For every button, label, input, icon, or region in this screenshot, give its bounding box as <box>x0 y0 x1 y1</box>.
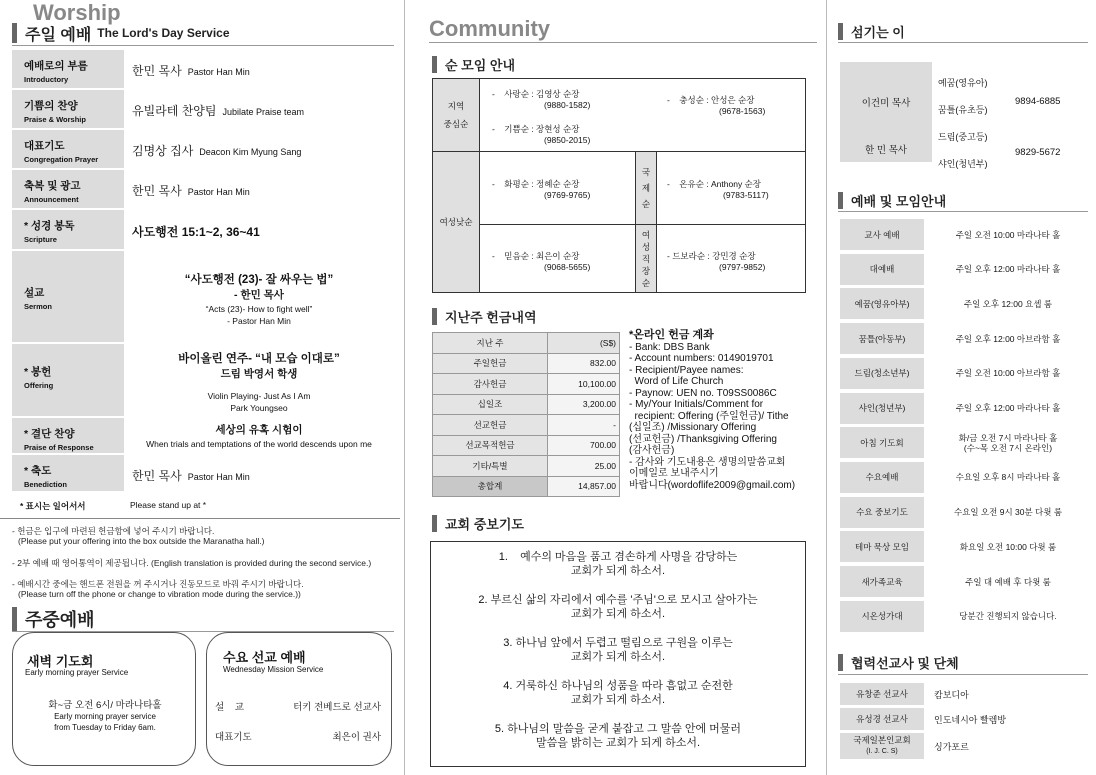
online-line: - 감사와 기도내용은 생명의말씀교회 <box>629 456 786 468</box>
online-line: 이메일로 보내주시기 <box>629 468 719 479</box>
service-row <box>840 566 1084 597</box>
group-faithful: - 충성순 : 안성은 순장 (9678-1563) <box>667 95 766 116</box>
missions-header: 협력선교사 및 단체 <box>838 652 959 672</box>
intl-label: 국 제 순 <box>635 151 657 225</box>
worship-row-label: 기쁨의 찬양 Praise & Worship <box>12 90 124 128</box>
worship-row-label: 예배로의 부름 Introductory <box>12 50 124 88</box>
dawn-en: Early morning prayer Service <box>25 668 129 677</box>
worship-row-label: * 축도 Benediction <box>12 455 124 491</box>
service-row <box>840 393 1084 424</box>
worship-row <box>12 50 394 88</box>
group-joy: - 기쁨순 : 장현성 순장 (9850-2015) <box>492 124 591 145</box>
worship-row-value: 김명상 집사 Deacon Kim Myung Sang <box>132 144 302 158</box>
offering-row: 선교헌금 - <box>433 415 620 436</box>
note-phone-en: (Please turn off the phone or change to vibration mode during the service.)) <box>18 589 301 599</box>
prayer-item: 3. 하나님 앞에서 두렵고 떨림으로 구원을 이루는 교회가 되게 하소서. <box>503 637 733 663</box>
service-row <box>840 219 1084 250</box>
mission-location: 싱가포르 <box>934 742 969 752</box>
worship-row <box>12 344 394 416</box>
service-time: 주일 오후 12:00 마라나타 홀 <box>955 403 1061 413</box>
service-row <box>840 497 1084 528</box>
column-divider <box>826 0 827 775</box>
dawn-prayer-box <box>12 632 196 766</box>
online-title: *온라인 헌금 계좌 <box>629 329 714 341</box>
service-time: 주일 오후 12:00 요셉 룸 <box>963 298 1053 309</box>
offering-row: 기타/특별 25.00 <box>433 456 620 477</box>
service-row <box>840 531 1084 562</box>
cell-group-header: 순 모임 안내 <box>432 54 515 74</box>
worship-row-label: 대표기도 Congregation Prayer <box>12 130 124 168</box>
prayer-box <box>430 541 806 767</box>
worship-row <box>12 130 394 168</box>
mission-row <box>840 733 1084 755</box>
service-name: 수요 중보기도 <box>840 497 924 528</box>
worship-row-label: * 결단 찬양 Praise of Response <box>12 418 124 453</box>
service-row <box>840 358 1084 389</box>
wed-sermon-label: 설 교 <box>215 702 244 713</box>
service-name: 시온성가대 <box>840 601 924 632</box>
dawn-time: 화~금 오전 6시/ 마라나타홀 <box>48 700 162 711</box>
service-time: 당분간 진행되지 않습니다. <box>959 611 1057 622</box>
worship-row <box>12 90 394 128</box>
service-name: 수요예배 <box>840 462 924 493</box>
group-gentle: - 온유순 : Anthony 순장 (9783-5117) <box>667 179 769 200</box>
service-row <box>840 323 1084 354</box>
worship-row-label: 축복 및 광고 Announcement <box>12 170 124 208</box>
service-time: 수요일 오전 9시 30분 다윗 룸 <box>953 507 1063 518</box>
service-time: 화요일 오전 10:00 다윗 룸 <box>959 541 1057 552</box>
offering-row: 주일헌금 832.00 <box>433 353 620 374</box>
mission-row <box>840 683 1084 705</box>
women-label: 여성낮순 <box>432 151 480 293</box>
worship-row-label: 설교 Sermon <box>12 251 124 342</box>
header-en: The Lord's Day Service <box>97 26 230 40</box>
phone-1: 9894-6885 <box>1015 96 1061 107</box>
prayer-item: 4. 거룩하신 하나님의 성품을 따라 흠없고 순전한 교회가 되게 하소서. <box>503 680 733 706</box>
note-translation: - 2부 예배 때 영어통역이 제공됩니다. (English translation is provided during the second service.) <box>12 558 372 568</box>
minister-2: 한 민 목사 <box>865 145 907 156</box>
service-time: 주일 오후 12:00 마라나타 홀 <box>955 264 1061 275</box>
service-time: 주일 오전 10:00 아브라함 홀 <box>955 368 1061 379</box>
offering-header: 지난주 헌금내역 <box>432 306 537 326</box>
women-work-label: 여 성 직 장 순 <box>635 224 657 293</box>
service-time: 주일 대 예배 후 다윗 룸 <box>965 576 1051 587</box>
worship-row-value: 유빌라테 찬양팀 Jubilate Praise team <box>132 104 305 118</box>
service-time: 화/금 오전 7시 마라나타 홀 (수~목 오전 7시 온라인) <box>958 432 1058 453</box>
online-line: - Paynow: UEN no. T09SS0086C <box>629 387 777 399</box>
ministers-header: 섬기는 이 <box>838 21 905 41</box>
note-offering: - 헌금은 입구에 마련된 헌금함에 넣어 주시기 바랍니다. <box>12 526 215 536</box>
service-time: 수요일 오후 8시 마라나타 홀 <box>955 472 1061 483</box>
worship-row-value: 한민 목사 Pastor Han Min <box>132 469 250 483</box>
worship-row <box>12 251 394 342</box>
region-label: 지역 중심순 <box>432 78 480 152</box>
worship-row <box>12 210 394 249</box>
service-name: 꿈틀(아동부) <box>840 323 924 354</box>
online-line: 바랍니다(wordoflife2009@gmail.com) <box>629 479 796 491</box>
phone-2: 9829-5672 <box>1015 147 1061 158</box>
worship-row-detail: 세상의 유혹 시험이 When trials and temptations of the world descends upon me <box>146 424 372 449</box>
service-name: 아침 기도회 <box>840 427 924 458</box>
group-deborah: - 드보라순 : 강민경 순장 (9797-9852) <box>667 251 766 272</box>
online-line: recipient: Offering (주일헌금)/ Tithe <box>629 410 789 422</box>
prayer-item: 1. 예수의 마음을 품고 겸손하게 사명을 감당하는 교회가 되게 하소서. <box>498 551 738 577</box>
note-phone: - 예배시간 중에는 핸드폰 전원을 꺼 주시거나 진동모드로 바꿔 주시기 바랍니다. <box>12 579 304 589</box>
note-offering-en: (Please put your offering into the box outside the Maranatha hall.) <box>18 536 265 546</box>
dawn-time-en2: from Tuesday to Friday 6am. <box>54 723 156 732</box>
wed-prayer-val: 최은이 권사 <box>332 732 381 743</box>
wed-prayer-label: 대표기도 <box>215 732 252 743</box>
service-name: 테마 묵상 모임 <box>840 531 924 562</box>
service-name: 드림(청소년부) <box>840 358 924 389</box>
online-line: - My/Your Initials/Comment for <box>629 399 764 410</box>
prayer-item: 2. 부르신 삶의 자리에서 예수를 '주님'으로 모시고 살아가는 교회가 되게 하소서. <box>478 594 758 620</box>
service-name: 교사 예배 <box>840 219 924 250</box>
online-line: - Account numbers: 0149019701 <box>629 353 774 364</box>
wed-en: Wednesday Mission Service <box>223 665 324 674</box>
mission-name: 유창준 선교사 <box>840 683 924 705</box>
mission-name: 국제일본인교회 (I. J. C. S) <box>840 733 924 759</box>
service-row <box>840 254 1084 285</box>
stand-note-en: Please stand up at * <box>130 500 207 510</box>
service-row <box>840 427 1084 458</box>
mission-location: 인도네시아 빨렘방 <box>934 715 1007 725</box>
offering-row: 감사헌금 10,100.00 <box>433 374 620 395</box>
worship-row-value: 사도행전 15:1~2, 36~41 <box>132 225 260 239</box>
online-line: Word of Life Church <box>629 376 724 387</box>
service-row <box>840 462 1084 493</box>
service-row <box>840 288 1084 319</box>
service-name: 새가족교육 <box>840 566 924 597</box>
worship-row-detail: 바이올린 연주- “내 모습 이대로” 드림 박영서 학생 Violin Playing- Just As I Am Park Youngseo <box>178 353 340 413</box>
dawn-time-en1: Early morning prayer service <box>54 712 156 721</box>
group-faith: - 믿음순 : 최은이 순장 (9068-5655) <box>492 251 591 272</box>
wednesday-box <box>206 632 392 766</box>
services-header: 예배 및 모임안내 <box>838 190 946 210</box>
service-name: 샤인(청년부) <box>840 393 924 424</box>
community-title: Community <box>429 16 550 41</box>
mission-location: 캄보디아 <box>934 690 969 700</box>
dawn-title: 새벽 기도회 <box>27 654 94 669</box>
offering-row: 십일조 3,200.00 <box>433 394 620 415</box>
online-line: - Recipient/Payee names: <box>629 364 744 376</box>
ministers-label-box <box>840 62 932 162</box>
column-divider <box>404 0 405 775</box>
header-ko: 주일 예배 <box>25 26 92 44</box>
worship-row-detail: “사도행전 (23)- 잘 싸우는 법” - 한민 목사 “Acts (23)- How to fight well” - Pastor Han Min <box>184 274 334 326</box>
worship-row-label: * 성경 봉독 Scripture <box>12 210 124 249</box>
worship-row-value: 한민 목사 Pastor Han Min <box>132 184 250 198</box>
online-line: - Bank: DBS Bank <box>629 341 710 353</box>
group-love: - 사랑순 : 김영상 순장 (9880-1582) <box>492 89 591 110</box>
service-time: 주일 오후 12:00 아브라함 홀 <box>955 333 1061 344</box>
worship-row-value: 한민 목사 Pastor Han Min <box>132 64 250 78</box>
prayer-item: 5. 하나님의 말씀을 굳게 붙잡고 그 말씀 안에 머물러 말씀을 밝히는 교회가 되게 하소서. <box>494 723 742 749</box>
mission-row <box>840 708 1084 730</box>
online-offering <box>629 330 819 491</box>
service-time: 주일 오전 10:00 마라나타 홀 <box>955 229 1061 240</box>
worship-title: Worship <box>33 0 121 25</box>
service-name: 대예배 <box>840 254 924 285</box>
offering-header-row: 지난 주 (S$) <box>433 333 620 354</box>
prayer-header: 교회 중보기도 <box>432 513 524 533</box>
offering-table <box>432 332 620 497</box>
mission-name: 유성경 선교사 <box>840 708 924 730</box>
offering-row: 선교목적헌금 700.00 <box>433 435 620 456</box>
service-name: 예꿈(영유아부) <box>840 288 924 319</box>
minister-1: 이건미 목사 <box>861 98 911 109</box>
weekday-header: 주중예배 <box>12 606 95 632</box>
stand-note: * 표시는 일어서서 <box>20 501 86 511</box>
offering-row: 총합계 14,857.00 <box>433 476 620 497</box>
wed-sermon-val: 터키 전베드로 선교사 <box>293 702 381 713</box>
wed-title: 수요 선교 예배 <box>223 650 306 665</box>
service-row <box>840 601 1084 632</box>
worship-row <box>12 170 394 208</box>
online-line: (선교헌금) /Thanksgiving Offering <box>629 433 777 445</box>
online-line: (감사헌금) <box>629 445 675 456</box>
online-line: (십일조) /Missionary Offering <box>629 422 757 433</box>
minister-depts: 예꿈(영유아) 꿈틀(유초등) 드림(중고등) 샤인(청년부) <box>938 78 988 169</box>
group-peace: - 화평순 : 정혜순 순장 (9769-9765) <box>492 179 591 200</box>
worship-row-label: * 봉헌 Offering <box>12 344 124 416</box>
sunday-service-header <box>12 22 230 44</box>
worship-row <box>12 418 394 453</box>
worship-row <box>12 455 394 491</box>
